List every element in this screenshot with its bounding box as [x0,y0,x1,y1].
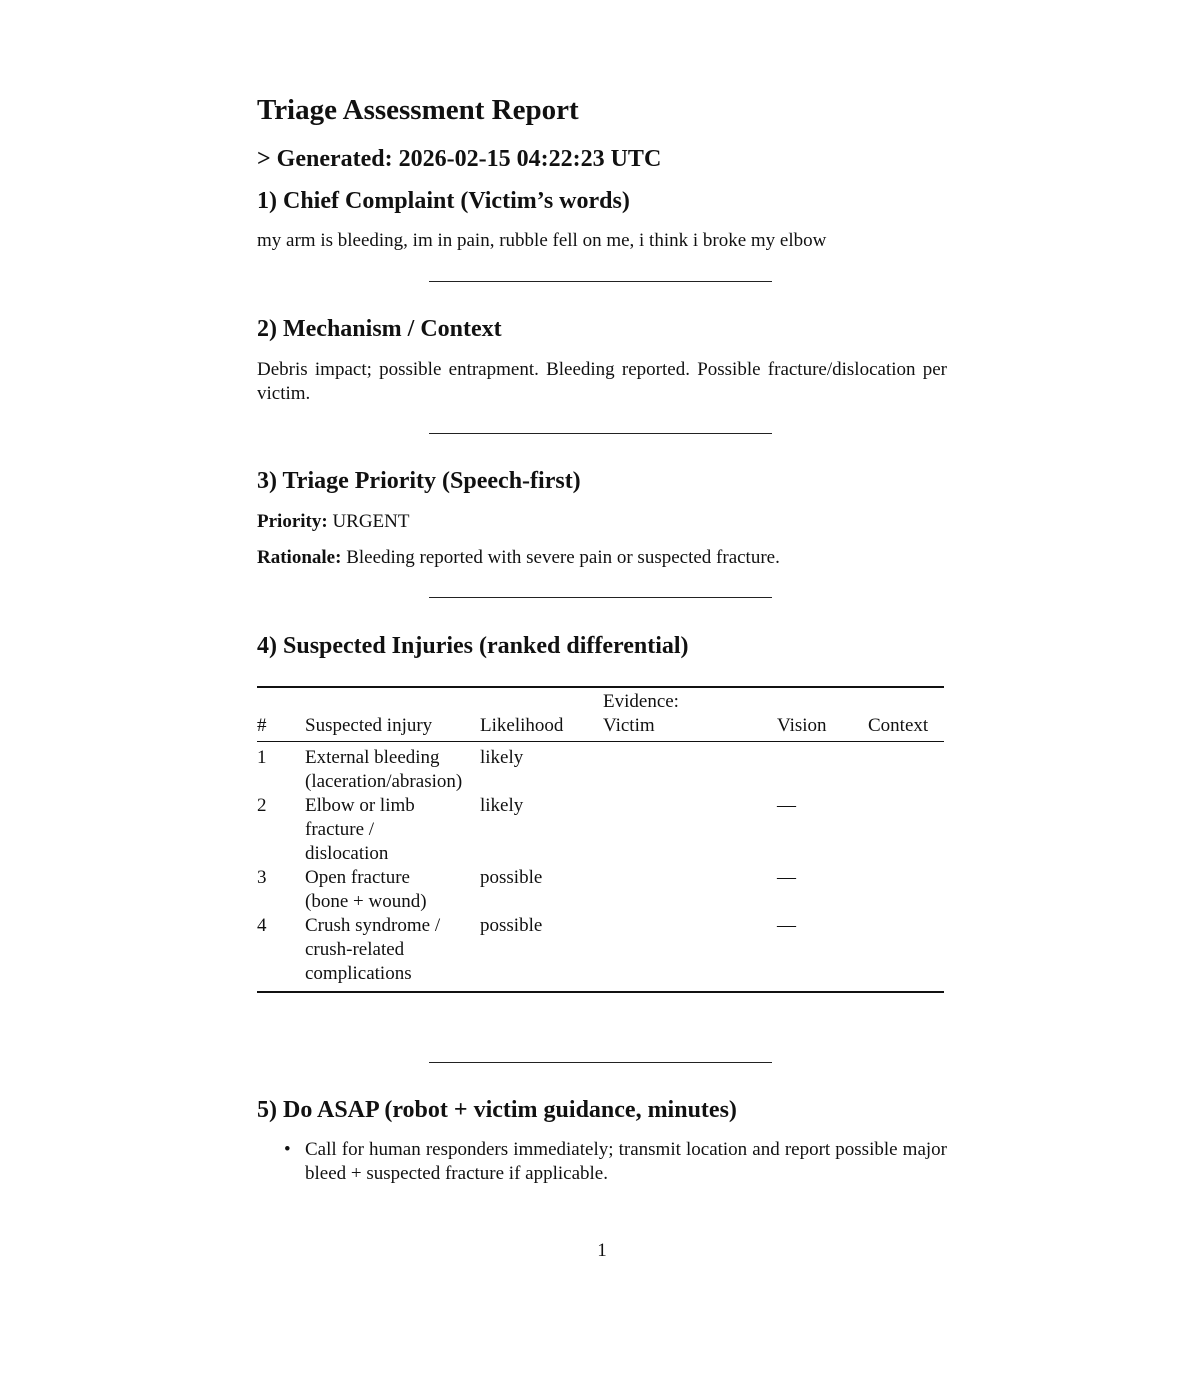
row-likelihood: likely [480,795,524,816]
report-title: Triage Assessment Report [257,94,579,126]
row-vision: — [777,915,796,936]
row-injury: External bleeding (laceration/abrasion) [305,747,463,792]
row-injury: Open fracture (bone + wound) [305,867,427,912]
rationale-label: Rationale: [257,547,342,568]
col-victim-evidence [603,687,777,742]
rationale-value: Bleeding reported with severe pain or suspected fracture. [346,547,780,568]
table-row [257,866,944,914]
row-num: 2 [257,795,267,816]
table-header-row [257,687,944,742]
section-divider [429,1062,772,1063]
col-vision: Vision [777,715,827,736]
chief-complaint-heading: 1) Chief Complaint (Victim’s words) [257,188,630,214]
suspected-injuries-table [257,686,944,993]
row-context [868,866,944,914]
page-number: 1 [597,1240,607,1261]
col-context: Context [868,715,929,736]
row-vision: — [777,867,796,888]
row-context [868,914,944,992]
injuries-heading: 4) Suspected Injuries (ranked differential) [257,633,689,659]
row-likelihood: possible [480,867,543,888]
victim-label: Victim [603,715,655,736]
row-injury: Crush syndrome / crush-related complications [305,915,441,984]
priority-label: Priority: [257,511,328,532]
chief-complaint-text: my arm is bleeding, im in pain, rubble fell on me, i think i broke my elbow [257,230,827,251]
rationale-line [257,546,947,570]
row-injury: Elbow or limb fracture / dislocation [305,795,415,864]
asap-list-item: • Call for human responders immediately; transmit location and report possible major bleed + suspected fracture if applicable. [305,1138,947,1186]
col-num: # [257,715,267,736]
section-divider [429,433,772,434]
evidence-label: Evidence: [603,691,679,712]
row-victim [603,742,777,795]
row-vision: — [777,795,796,816]
row-likelihood: likely [480,747,524,768]
row-context [868,794,944,866]
table-row [257,794,944,866]
row-victim [603,794,777,866]
section-divider [429,281,772,282]
row-victim [603,866,777,914]
section-divider [429,597,772,598]
priority-heading: 3) Triage Priority (Speech-first) [257,468,581,494]
generated-timestamp: > Generated: 2026-02-15 04:22:23 UTC [257,146,662,172]
table-row [257,914,944,992]
row-num: 4 [257,915,267,936]
col-injury: Suspected injury [305,715,433,736]
table-row [257,742,944,795]
row-num: 3 [257,867,267,888]
row-num: 1 [257,747,267,768]
priority-value: URGENT [332,511,410,532]
row-victim [603,914,777,992]
asap-heading: 5) Do ASAP (robot + victim guidance, minutes) [257,1097,737,1123]
mechanism-text: Debris impact; possible entrapment. Bleeding reported. Possible fracture/dislocation per victim. [257,359,947,404]
row-context [868,742,944,795]
col-likelihood: Likelihood [480,715,564,736]
row-vision [777,742,868,795]
priority-line [257,510,947,534]
row-likelihood: possible [480,915,543,936]
mechanism-heading: 2) Mechanism / Context [257,316,502,342]
asap-list [257,1138,947,1186]
